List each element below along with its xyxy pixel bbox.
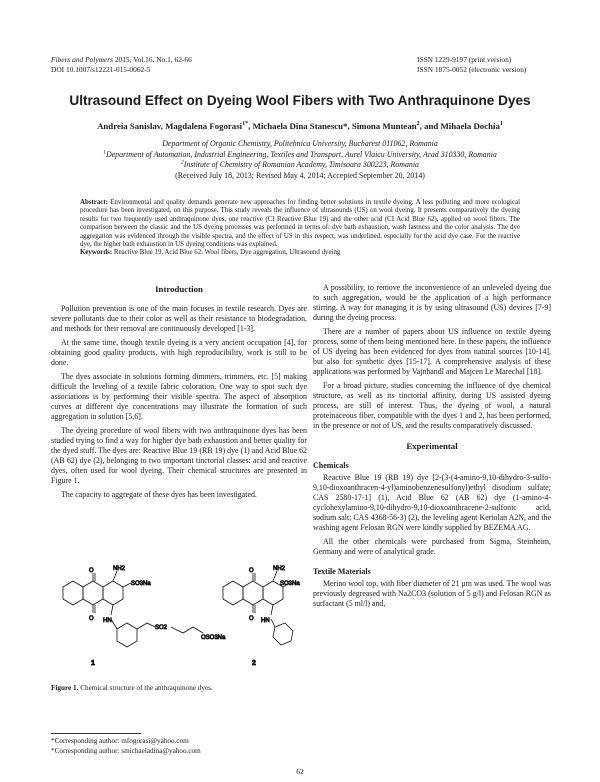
footnote-2: *Corresponding author: smichaeladina@yahoo.com [51, 746, 201, 755]
affiliation-dept: Department of Organic Chemistry, Politehnica University, Bucharest 011062, Romania [162, 139, 438, 148]
structure-2 [223, 566, 300, 667]
figure-caption-text: Chemical structure of the anthraquinone dyes. [78, 684, 213, 692]
author-group-2: , Michaela Dina Stanescu*, Simona Muntean [248, 121, 417, 131]
journal-header [51, 55, 192, 75]
page-number: 62 [296, 767, 304, 776]
s2-nh2: NH2 [273, 566, 286, 572]
s1-hn: HN [103, 618, 112, 624]
affiliation-sup-2: 2 [180, 159, 184, 166]
s1-oso3na: OSO3Na [201, 635, 226, 641]
textile-materials-heading: Textile Materials [313, 567, 371, 576]
author-group-3: , and Mihaela Dochia [419, 121, 500, 131]
abstract-label: Abstract: [80, 199, 108, 206]
author-sup-1: 1* [242, 121, 249, 128]
abstract [80, 199, 520, 249]
figure-1 [51, 565, 307, 670]
experimental-heading: Experimental [406, 441, 458, 451]
right-paragraph-2: There are a number of papers about US influence on textile dyeing process, some of them being mentioned here. In these papers, the influence of US dyeing has been evidenced for dyes from natural sources [10-14], but also for synthetic dyes [15-17]. A comprehensive analysis of these applications was performed by Vajnhandl and Majcen Le Marechal [18]. [313, 327, 551, 376]
structure-label-1: 1 [91, 660, 95, 667]
intro-paragraph-5: The capacity to aggregate of these dyes has been investigated. [61, 490, 257, 499]
affiliations [30, 139, 570, 181]
keywords-text: Reactive Blue 19, Acid Blue 62, Wool fibers, Dye aggregation, Ultrasound dyeing [112, 249, 341, 256]
structure-label-2: 2 [252, 660, 256, 667]
author-list [40, 121, 560, 131]
abstract-text: Environmental and quality demands generate new approaches for finding better solutions in textile dyeing. A less polluting and more ecological procedure has been investigated, on this purpose. This study reveals the influence of ultrasounds (US) on wool dyeing. It presents comparatively the dyeing results for two frequently used anthraquinone dyes, one reactive (CI Reactive Blue 19) and the other acid (CI Acid Blue 62), applied on wool fibers. The comparison between the classic and the US dyeing processes was performed in terms of: dye bath exhaustion, wash fastness and the color analysis. The dye aggregation was evidenced through the visible spectra, and the effect of US in this respect, was underlined, especially for the acid dye case. For the reactive dye, the higher bath exhaustion in US dyeing conditions was explained. [80, 199, 520, 249]
author-sup-2: 2 [416, 121, 420, 128]
footnote-rule [51, 733, 141, 734]
intro-heading: Introduction [155, 284, 203, 294]
right-paragraph-1: A possibility, to remove the inconvenience of an unleveled dyeing due to such aggregation, would be the application of a high performance stirring. A way for managing it is by using ultrasound (US) devices [7-9] during the dyeing process. [313, 283, 551, 322]
textile-materials-paragraph: Merino wool top, with fiber diameter of 21 μm was used. The wool was previously degreased with Na2CO3 (solution of 5 g/l) and Felosan RGN as surfactant (5 ml/l) and, [313, 579, 551, 608]
keywords-label: Keywords: [80, 249, 113, 256]
structure-1 [63, 566, 226, 667]
affiliation-2: Institute of Chemistry of Romanian Academy, Timisoara 300223, Romania [183, 160, 419, 169]
keywords [80, 249, 520, 257]
chemicals-paragraph-1: Reactive Blue 19 (RB 19) dye [2-(3-(4-amino-9,10-dihydro-3-sulfo-9,10-dioxoanthracen-4-yl)aminobenzenesulfonyl)ethyl disodium sulfate; CAS 2580-17-1] (1), Acid Blue 62 (AB 62) dye (1-amino-4-cyclohexylamino-9,10-dihydro-9,10-dioxoanthracene-2-sulfonic acid, sodium salt; CAS 4368-56-3) (2), the leveling agent Keriolan A2N, and the washing agent Felosan RGN were kindly supplied by BEZEMA AG. [313, 473, 551, 532]
journal-citation: 2015, Vol.16, No.1, 62-66 [113, 55, 192, 64]
intro-paragraph-4: The dyeing procedure of wool fibers with two anthraquinone dyes has been studied trying to find a way for higher dye bath exhaustion and better quality for the dyed stuff. The dyes are: Reactive Blue 19 (RB 19) dye (1) and Acid Blue 62 (AB 62) dye (2), belonging to two important tinctorial classes: acid and reactive dyes, often used for wool dyeing. Their chemical structures are presented in Figure 1. [51, 426, 307, 485]
affiliation-sup-1: 1 [103, 148, 106, 155]
intro-paragraph-1: Pollution prevention is one of the main focuses in textile research. Dyes are severe pollutants due to their color as well as their resistance to biodegradation, and methods for their removal are continuously developed [1-3]. [51, 304, 307, 333]
figure-caption [51, 684, 307, 692]
intro-paragraph-2: At the same time, though textile dyeing is a very ancient occupation [4], for obtaining good quality products, with high reproducibility, work is still to be done. [51, 338, 307, 367]
right-column [313, 283, 551, 613]
s1-oxygen-top: O [89, 568, 94, 574]
left-column [51, 284, 307, 504]
s2-hn: HN [261, 618, 270, 624]
issn-block [417, 55, 526, 75]
s1-so2: SO2 [155, 625, 168, 631]
chemicals-paragraph-2: All the other chemicals were purchased from Sigma, Steinheim, Germany and were of analytical grade. [313, 537, 551, 556]
author-group-1: Andreia Sanislav, Magdalena Fogorasi [97, 121, 243, 131]
s1-oxygen-bottom: O [89, 616, 94, 622]
s2-oxygen-top: O [249, 568, 254, 574]
s2-so3na: SO3Na [280, 581, 300, 587]
received-dates: (Received July 18, 2013; Revised May 4, 2014; Accepted September 20, 2014) [175, 170, 425, 180]
footnotes [51, 737, 201, 756]
issn-electronic: ISSN 1875-0052 (electronic version) [417, 65, 527, 74]
doi[interactable]: DOI 10.1007/s12221-015-0062-5 [51, 65, 151, 74]
affiliation-1: Department of Automation, Industrial Engineering, Textiles and Transport, Aurel Vlaicu University, Arad 310330, Romania [105, 149, 497, 159]
issn-print: ISSN 1229-9197 (print version) [417, 55, 512, 64]
chemical-structures [51, 565, 307, 675]
s1-nh2: NH2 [113, 566, 126, 572]
paper-title: Ultrasound Effect on Dyeing Wool Fibers with Two Anthraquinone Dyes [69, 93, 531, 108]
author-sup-3: 1 [499, 121, 503, 128]
right-paragraph-3: For a broad picture, studies concerning the influence of dye chemical structure, as well as its tinctorial affinity, during US assisted dyeing process, are still of interest. Thus, the dyeing of wool, a natural proteinaceous fiber, compatible with the dyes 1 and 2, has been performed, in the presence or not of US, and the results comparatively discussed. [313, 381, 551, 430]
journal-name: Fibers and Polymers [51, 55, 113, 64]
chemicals-heading: Chemicals [313, 461, 349, 470]
intro-paragraph-3: The dyes associate in solutions forming dimmers, trimmers, etc. [5] making difficult the leveling of a textile fabric coloration. One way to spot such dye associations is by performing their visible spectra. The aspect of absorption curves at different dye concentrations may illustrate the formation of such aggregation in solution [5,6]. [51, 372, 307, 421]
s1-so3na: SO3Na [131, 581, 151, 587]
figure-label: Figure 1. [51, 684, 79, 692]
s2-oxygen-bottom: O [249, 616, 254, 622]
footnote-1: *Corresponding author: mfogorasi@yahoo.com [51, 737, 189, 745]
